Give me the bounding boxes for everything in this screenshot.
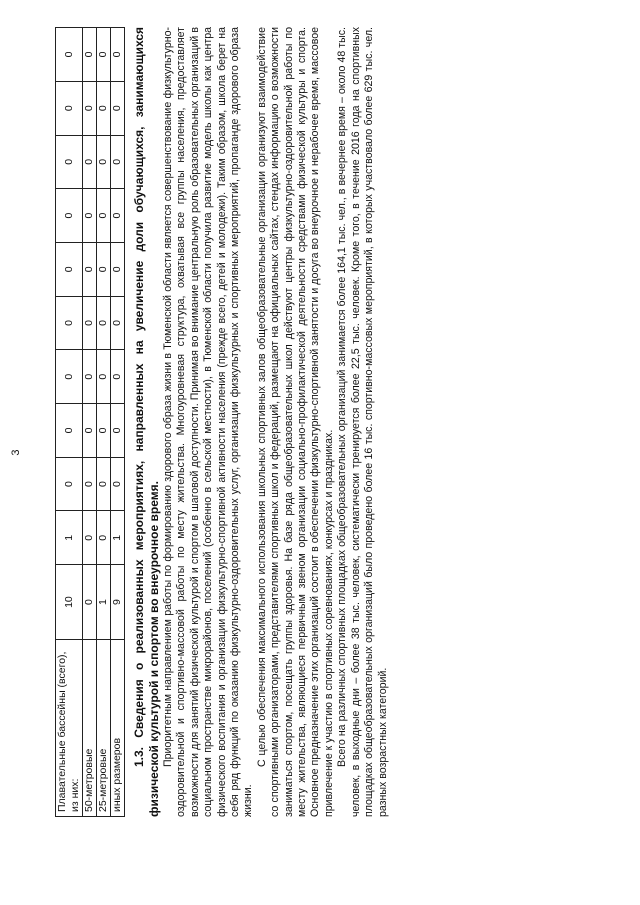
table-cell: 0 [83,135,97,189]
table-cell: 0 [111,28,125,82]
table-cell: 0 [56,242,83,296]
table-row-label: Плавательные бассейны (всего), из них: [56,640,83,817]
table-cell: 0 [97,457,111,511]
table-cell: 0 [83,242,97,296]
table-cell: 0 [83,296,97,350]
section-heading: 1.3. Сведения о реализованных мероприятиях, направленных на увеличение доли обучающихся, занимающихся физической культурой и спортом во внеурочное время. [132,27,161,817]
table-cell: 0 [111,404,125,458]
table-cell: 9 [111,565,125,640]
section-content [132,27,390,817]
table-cell: 0 [111,296,125,350]
table-row-label: 25-метровые [97,640,111,817]
table-cell: 0 [83,189,97,243]
table-cell: 0 [83,350,97,404]
table-cell: 0 [97,404,111,458]
table-row-label: иных размеров [111,640,125,817]
table-cell: 0 [97,81,111,135]
page-number: 3 [10,449,22,456]
table-cell: 0 [56,81,83,135]
table-cell: 0 [56,189,83,243]
table-cell: 0 [97,135,111,189]
table-cell: 0 [111,135,125,189]
table-cell: 0 [97,296,111,350]
table-cell: 0 [83,457,97,511]
paragraph: Приоритетным направлением работы по формированию здорового образа жизни в Тюменской области является совершенствование физкультурно-оздоровительной и спортивно-массовой работы по месту жительства. Многоуровневая структура, охватывая все группы населения, предоставляет возможности для занятий физической культурой и спортом в шаговой доступности. Принимая во внимание центральную роль образовательных организаций в социальном пространстве микрорайонов, поселений (особенно в сельской местности), в Тюменской области получила развитие модель школы как центра физического воспитания и организации физкультурно-спортивной активности населения (прежде всего, детей и молодежи). Таким образом, школа берет на себя ряд функций по оказанию физкультурно-оздоровительных услуг, организации физкультурных и спортивных мероприятий, пропаганде здорового образа жизни. [162,27,255,817]
table-cell: 0 [111,350,125,404]
paragraph: Всего на различных спортивных площадках общеобразовательных организаций занимается более 164,1 тыс. чел., в вечернее время – около 48 тыс. человек, в выходные дни – более 38 тыс. человек, систематически тренируется более 22,5 тыс. человек. Кроме того, в течение 2016 года на спортивных площадках общеобразовательных организаций было проведено более 16 тыс. спортивно-массовых мероприятий, в которых участвовало более 629 тыс. чел. разных возрастных категорий. [336,27,389,817]
table-cell: 0 [56,404,83,458]
table-cell: 0 [56,296,83,350]
table-cell: 0 [83,565,97,640]
table-row [111,28,125,817]
pools-table [55,27,125,817]
table-cell: 0 [56,350,83,404]
table-cell: 0 [97,350,111,404]
table-cell: 0 [83,28,97,82]
table-cell: 0 [111,81,125,135]
table-cell: 0 [97,242,111,296]
table-cell: 10 [56,565,83,640]
table-cell: 1 [56,511,83,565]
table-cell: 0 [83,81,97,135]
table-cell: 1 [111,511,125,565]
table-cell: 0 [97,511,111,565]
table-cell: 0 [83,404,97,458]
table-row-label: 50-метровые [83,640,97,817]
table-cell: 0 [97,28,111,82]
table-row [83,28,97,817]
table-cell: 0 [97,189,111,243]
table-cell: 0 [111,457,125,511]
table-cell: 0 [111,242,125,296]
table-cell: 1 [97,565,111,640]
table-row [97,28,111,817]
table-row [56,28,83,817]
paragraph: С целью обеспечения максимального использования школьных спортивных залов общеобразовательные организации организуют взаимодействие со спортивными организаторами, представителями спортивных школ и федераций, размещают на официальных сайтах, стендах информацию о возможности заниматься спортом, посещать группы здоровья. На базе ряда общеобразовательных школ действуют центры физкультурно-оздоровительной работы по месту жительства, являющиеся первичным звеном организации социально-профилактической деятельности средствами физической культуры и спорта. Основное предназначение этих организаций состоит в обеспечении физкультурно-спортивной занятости и досуга во внеурочное и нерабочее время, массовое привлечение к участию в спортивных соревнованиях, конкурсах и праздниках. [255,27,335,817]
table-cell: 0 [111,189,125,243]
table-cell: 0 [56,457,83,511]
table-cell: 0 [56,28,83,82]
table-cell: 0 [56,135,83,189]
table-cell: 0 [83,511,97,565]
